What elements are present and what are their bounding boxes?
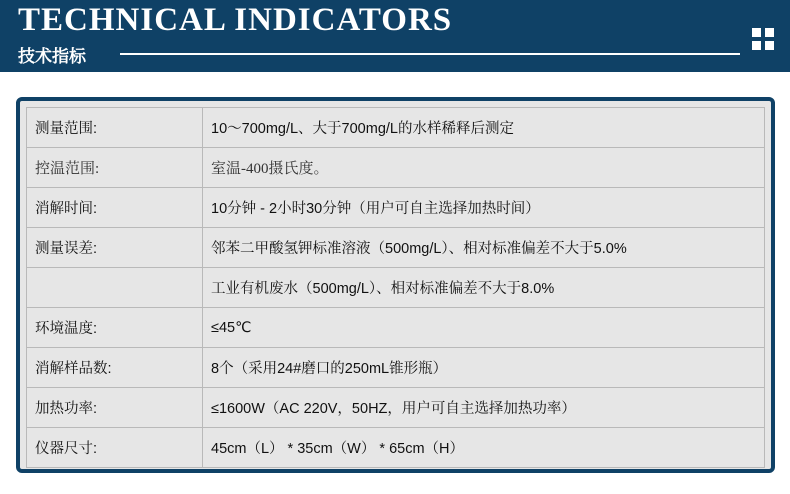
spec-value: 10～700mg/L、大于700mg/L的水样稀释后测定 [203, 108, 765, 148]
spec-label: 仪器尺寸: [27, 428, 203, 468]
spec-label [27, 268, 203, 308]
table-row [27, 148, 765, 188]
spec-value: 工业有机废水（500mg/L）、相对标准偏差不大于8.0% [203, 268, 765, 308]
spec-value: 8个（采用24#磨口的250mL锥形瓶） [203, 348, 765, 388]
spec-value: ≤1600W（AC 220V，50HZ，用户可自主选择加热功率） [203, 388, 765, 428]
table-row [27, 228, 765, 268]
table-row [27, 348, 765, 388]
table-row [27, 388, 765, 428]
header-divider [120, 53, 740, 55]
spec-label: 测量误差: [27, 228, 203, 268]
page-title: TECHNICAL INDICATORS [18, 2, 453, 38]
table-row [27, 108, 765, 148]
spec-value: 45cm（L） * 35cm（W） * 65cm（H） [203, 428, 765, 468]
spec-label: 环境温度: [27, 308, 203, 348]
spec-label: 消解样品数: [27, 348, 203, 388]
table-row [27, 188, 765, 228]
spec-label: 测量范围: [27, 108, 203, 148]
spacer [0, 72, 790, 94]
spec-value: ≤45℃ [203, 308, 765, 348]
table-row [27, 268, 765, 308]
spec-value: 室温-400摄氏度。 [203, 148, 765, 188]
spec-label: 加热功率: [27, 388, 203, 428]
spec-value: 10分钟 - 2小时30分钟（用户可自主选择加热时间） [203, 188, 765, 228]
header-banner [0, 0, 790, 72]
spec-value: 邻苯二甲酸氢钾标准溶液（500mg/L）、相对标准偏差不大于5.0% [203, 228, 765, 268]
table-row [27, 428, 765, 468]
spec-panel [16, 97, 775, 473]
page-subtitle: 技术指标 [18, 47, 86, 66]
grid-icon [752, 28, 774, 50]
spec-label: 消解时间: [27, 188, 203, 228]
spec-table [26, 107, 765, 468]
spec-label: 控温范围: [27, 148, 203, 188]
table-row [27, 308, 765, 348]
